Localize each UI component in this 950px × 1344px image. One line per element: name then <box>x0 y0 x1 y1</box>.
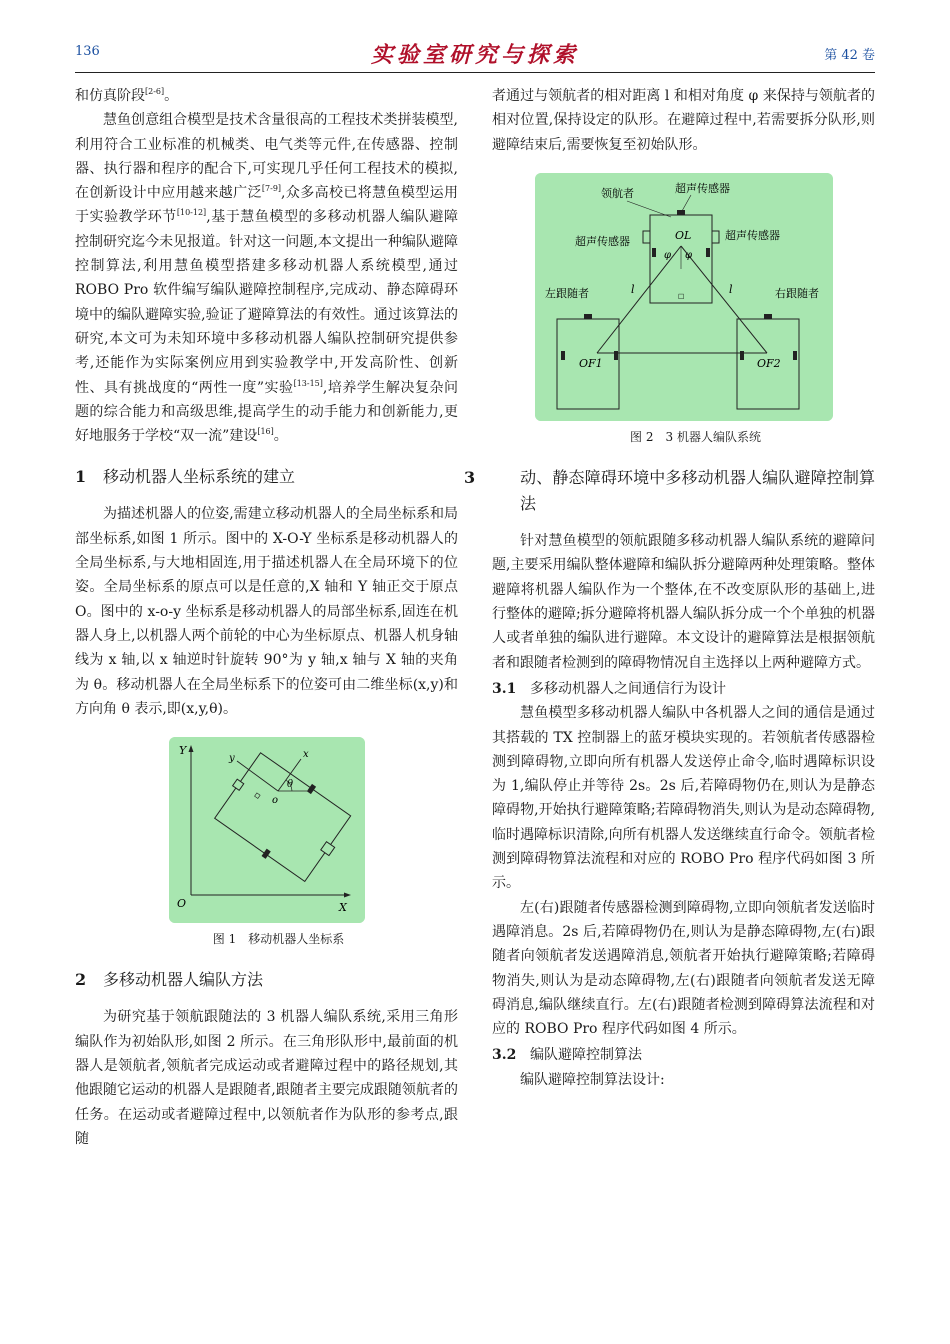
section-heading: 1 移动机器人坐标系统的建立 <box>75 467 296 487</box>
OL-label: OL <box>674 228 691 242</box>
figure-1 <box>75 737 458 923</box>
citation: [2-6] <box>145 87 165 96</box>
page-number: 136 <box>75 44 100 59</box>
distance-l-left: l <box>630 282 635 296</box>
paragraph: 者通过与领航者的相对距离 l 和相对角度 φ 来保持与领航者的相对位置,保持设定的队形。在避障过程中,若需要拆分队形,则避障结束后,需要恢复至初始队形。 <box>492 88 875 153</box>
subsection-heading: 3.1 多移动机器人之间通信行为设计 <box>492 680 726 697</box>
axis-X-label: X <box>338 901 347 915</box>
top-sensor-label: 超声传感器 <box>674 181 730 195</box>
paragraph: 编队避障控制算法设计: <box>520 1071 665 1088</box>
citation: [10-12] <box>176 208 207 218</box>
local-x-label: x <box>302 749 309 761</box>
leader-label: 领航者 <box>600 186 634 200</box>
section-heading: 2 多移动机器人编队方法 <box>75 970 264 990</box>
citation: [13-15] <box>293 378 323 388</box>
citation: [16] <box>257 427 274 437</box>
local-o-label: o <box>271 795 278 807</box>
citation: [7-9] <box>261 184 282 194</box>
paragraph: 左(右)跟随者传感器检测到障碍物,立即向领航者发送临时遇障消息。2s 后,若障碍物仍在,则认为是静态障碍物,左(右)跟随者向领航者发送遇障消息,领航者开始执行避障策略;若障碍物消失,则认为是动态障碍物,左(右)跟随者向领航者发送无障碍消息,编队继续直行。左(右)跟随者检测到障碍算法流程和对应的 ROBO Pro 程序代码如图 4 所示。 <box>492 899 875 1038</box>
right-sensor-label: 超声传感器 <box>724 228 780 242</box>
formation-diagram <box>535 173 833 421</box>
paragraph: 为描述机器人的位姿,需建立移动机器人的全局坐标系和局部坐标系,如图 1 所示。图中的 X-O-Y 坐标系是移动机器人的全局坐标系,与大地相固连,用于描述机器人在全局环境下的位姿。全局坐标系的原点可以是任意的,X 轴和 Y 轴正交于原点 O。图中的 x-o-y 坐标系是移动机器人的局部坐标系,固连在机器人身上,以机器人两个前轮的中心为坐标原点、机器人机身轴线为 x 轴,以 x 轴逆时针旋转 90°为 y 轴,x 轴与 X 轴的夹角为 θ。移动机器人在全局坐标系下的位姿可由二维坐标(x,y)和方向角 θ 表示,即(x,y,θ)。 <box>75 506 458 717</box>
page-header <box>75 38 875 73</box>
left-follower-label: 左跟随者 <box>544 286 589 300</box>
axis-Y-label: Y <box>178 744 186 758</box>
theta-label: θ <box>286 779 293 791</box>
origin-O-label: O <box>176 897 186 911</box>
journal-title: 实验室研究与探索 <box>370 42 579 68</box>
svg-text:☐: ☐ <box>677 292 684 301</box>
right-follower-label: 右跟随者 <box>774 286 819 300</box>
left-sensor-label: 超声传感器 <box>574 234 630 248</box>
left-column <box>75 84 458 1151</box>
volume-label: 第 42 卷 <box>824 48 875 63</box>
phi-right: φ <box>684 249 692 261</box>
paragraph: 慧鱼模型多移动机器人编队中各机器人之间的通信是通过其搭载的 TX 控制器上的蓝牙模块实现的。若领航者传感器检测到障碍物,立即向所有机器人发送停止命令,临时遇障标识设为 1,编队停止并等待 2s。2s 后,若障碍物仍在,则认为是静态障碍物,开始执行避障策略;若障碍物消失,则认为是动态障碍物,临时遇障标识清除,向所有机器人发送继续直行命令。领航者检测到障碍物算法流程和对应的 ROBO Pro 程序代码如图 3 所示。 <box>492 705 875 892</box>
section-heading: 3 动、静态障碍环境中多移动机器人编队避障控制算法 <box>464 468 875 514</box>
right-column <box>464 84 875 1092</box>
distance-l-right: l <box>728 282 733 296</box>
paragraph: 针对慧鱼模型的领航跟随多移动机器人编队系统的避障问题,主要采用编队整体避障和编队拆分避障两种处理策略。整体避障将机器人编队作为一个整体,在不改变原队形的基础上,进行整体的避障;拆分避障将机器人编队拆分成一个个单独的机器人或者单独的编队进行避障。本文设计的避障算法是根据领航者和跟随者检测到的障碍物情况自主选择以上两种避障方式。 <box>492 533 875 671</box>
paragraph: 慧鱼创意组合模型是技术含量很高的工程技术类拼装模型,利用符合工业标准的机械类、电气类等元件,在传感器、控制器、执行器和程序的配合下,可实现几乎任何工程技术的模拟,在创新设计中应用越来越广泛[7-9],众多高校已将慧鱼模型运用于实验教学环节[10-12],基于慧鱼模型的多移动机器人编队避障控制研究迄今未见报道。针对这一问题,本文提出一种编队避障控制算法,利用慧鱼模型搭建多移动机器人系统模型,通过 ROBO Pro 软件编写编队避障控制程序,完成动、静态障碍环境中的编队避障实验,验证了避障算法的有效性。通过该算法的研究,本文可为未知环境中多移动机器人编队控制研究提供参考,还能作为实际案例应用到实验教学中,开发高阶性、创新性、具有挑战度的“两性一度”实验[13-15],培养学生解决复杂问题的综合能力和高级思维,提高学生的动手能力和创新能力,更好地服务于学校“双一流”建设[16]。 <box>75 112 459 445</box>
figure-1-caption: 图 1 移动机器人坐标系 <box>212 932 345 947</box>
paragraph: 为研究基于领航跟随法的 3 机器人编队系统,采用三角形编队作为初始队形,如图 2 所示。在三角形队形中,最前面的机器人是领航者,领航者完成运动或者避障过程中的路径规划,其他跟随它运动的机器人是跟随者,跟随者主要完成跟随领航者的任务。在运动或者避障过程中,以领航者作为队形的参考点,跟随 <box>75 1009 458 1147</box>
OF1-label: OF1 <box>578 356 603 370</box>
paragraph: 和仿真阶段[2-6]。 <box>75 87 179 104</box>
OF2-label: OF2 <box>756 356 781 370</box>
subsection-heading: 3.2 编队避障控制算法 <box>492 1047 642 1064</box>
local-y-label: y <box>228 753 235 765</box>
figure-2 <box>492 173 875 421</box>
phi-left: φ <box>663 249 671 261</box>
figure-2-caption: 图 2 3 机器人编队系统 <box>630 429 761 444</box>
coordinate-diagram <box>169 737 365 923</box>
